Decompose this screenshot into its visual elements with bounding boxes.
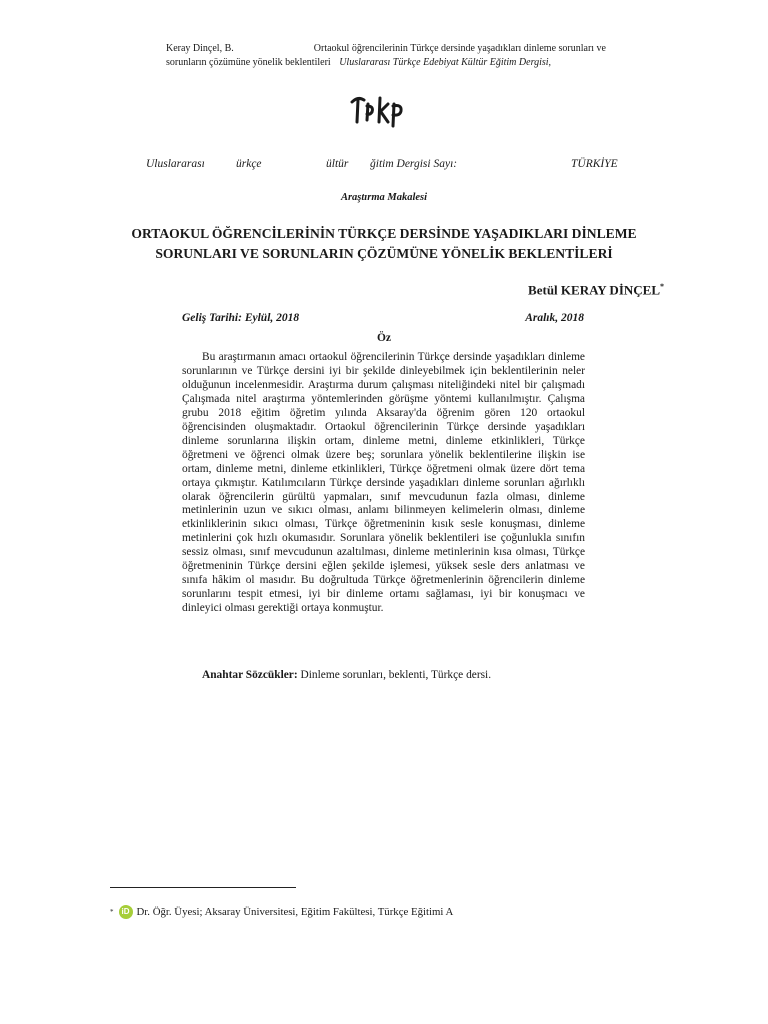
article-title-line1: ORTAOKUL ÖĞRENCİLERİNİN TÜRKÇE DERSİNDE YAŞADIKLARI DİNLEME xyxy=(131,226,637,241)
footnote-divider xyxy=(110,887,296,888)
journal-line-segment4 xyxy=(370,158,457,170)
orcid-icon[interactable]: iD xyxy=(119,905,133,919)
journal-line-segment2 xyxy=(236,158,262,170)
keywords-label: Anahtar Sözcükler: xyxy=(202,669,298,681)
journal-line-part2: ürkçe xyxy=(236,158,262,170)
article-title-line2: SORUNLARI VE SORUNLARIN ÇÖZÜMÜNE YÖNELİK BEKLENTİLERİ xyxy=(155,246,613,261)
teke-logo xyxy=(350,94,410,128)
journal-line xyxy=(146,158,205,170)
header-citation-line1 xyxy=(166,42,606,56)
journal-line-part3: ültür xyxy=(326,158,349,170)
header-title-part2: sorunların çözümüne yönelik beklentileri xyxy=(166,57,331,68)
abstract-text: Bu araştırmanın amacı ortaokul öğrencilerinin Türkçe dersinde yaşadıkları dinleme sorunlarının ve Türkçe dersini iyi bir şekilde dinleyebilmek için beklentilerinin neler olduğunun incelenmesidir. Araştırma durum çalışması niteliğindeki nitel bir çalışmadı Çalışmada nitel araştırma yöntemlerinden görüşme yöntemi kullanılmıştır. Çalışma grubu 2018 eğitim öğretim yılında Aksaray'da öğrenim gören 120 ortaokul öğrencisinden oluşmaktadır. Ortaokul öğrencilerinin Türkçe dersinde yaşadıkları dinleme sorunlarına ilişkin ortam, dinleme metni, dinleme etkinlikleri, Türkçe öğretmeni ve öğrenci olmak üzere beş; sorunlara yönelik beklentilerine ilişkin ise ortam, dinleme metni, dinleme etkinlikleri, Türkçe öğretmeni olmak üzere dört tema ortaya çıkmıştır. Katılımcıların Türkçe dersinde yaşadıkları dinleme sorunları ağırlıklı olarak öğrencilerin gürültü yapmaları, sınıf mevcudunun fazla olması, dinleme metinlerinin uzun ve sıkıcı olması, anlamı bilinmeyen kelimelerin olması, dinleme etkinliklerinin sıkıcı olması, Türkçe öğretmeninin kısık sesle konuşması, dinleme metinlerini çok hızlı okumasıdır. Sorunlara yönelik beklentileri ise çoğunlukla sınıfın sessiz olması, sınıf mevcudunun azaltılması, dinleme metinlerinin kısa olması, Türkçe öğretmeninin Türkçe dersini eğlen şekilde işlemesi, yüksek sesle ders anlatması ve sınıfa hâkim ol masıdır. Bu doğrultuda Türkçe öğretmenlerinin öğrencilerin dinleme sorunlarını tespit etmesi, iyi bir dinleme ortamı sağlaması, iyi bir konuşmacı ve dinleyici olması gerektiği ortaya konmuştur. xyxy=(182,351,585,615)
journal-country: TÜRKİYE xyxy=(571,158,618,170)
header-citation-line2 xyxy=(166,56,606,70)
journal-line-part4: ğitim Dergisi Sayı: xyxy=(370,158,458,170)
header-journal: Uluslararası Türkçe Edebiyat Kültür Eğitim Dergisi, xyxy=(339,57,552,68)
journal-line-segment3 xyxy=(326,158,348,170)
article-type: Araştırma Makalesi xyxy=(340,192,428,203)
journal-line-segment5 xyxy=(571,158,618,170)
author-mark: * xyxy=(660,282,664,291)
footnote-text: Dr. Öğr. Üyesi; Aksaray Üniversitesi, Eğitim Fakültesi, Türkçe Eğitimi A xyxy=(136,906,454,918)
author-name: Betül KERAY DİNÇEL xyxy=(528,282,660,298)
journal-line-part1: Uluslararası xyxy=(146,158,205,170)
author xyxy=(528,282,664,298)
keywords xyxy=(202,669,491,681)
footnote-mark: * xyxy=(110,908,114,916)
header-citation xyxy=(166,42,606,70)
header-title-part1: Ortaokul öğrencilerinin Türkçe dersinde yaşadıkları dinleme sorunları ve xyxy=(313,43,606,54)
article-title xyxy=(100,224,668,264)
footnote xyxy=(110,905,453,919)
header-author: Keray Dinçel, B. xyxy=(166,43,234,54)
abstract-heading: Öz xyxy=(376,332,392,344)
received-date: Geliş Tarihi: Eylül, 2018 xyxy=(182,312,300,324)
accepted-date: Aralık, 2018 xyxy=(525,312,584,324)
keywords-value: Dinleme sorunları, beklenti, Türkçe dersi. xyxy=(300,669,492,681)
